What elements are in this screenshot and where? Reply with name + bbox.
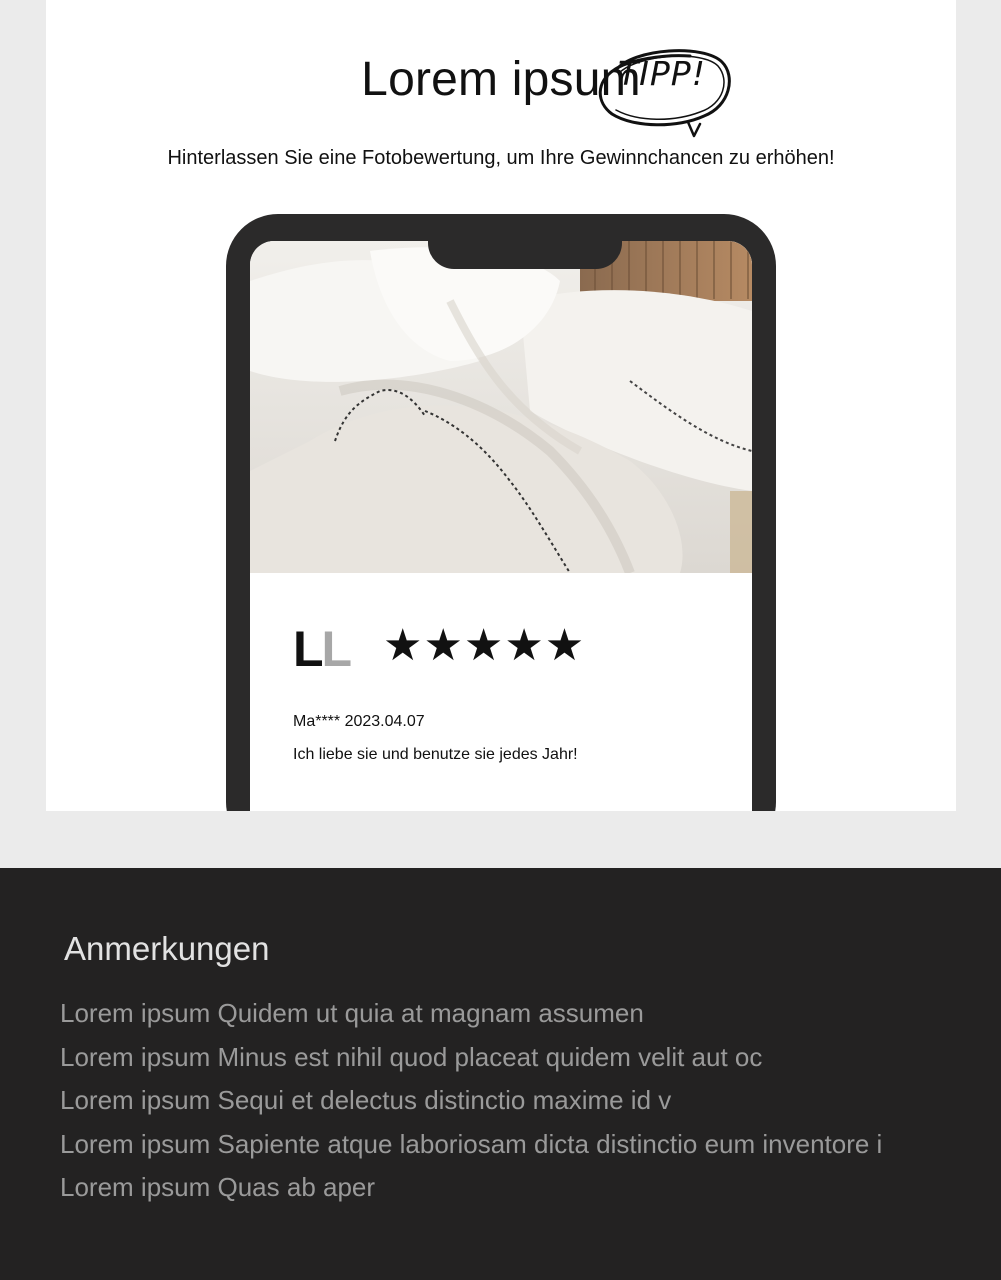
list-item: Lorem ipsum Sapiente atque laboriosam dicta distinctio eum inventore i (60, 1128, 883, 1159)
promo-subtitle: Hinterlassen Sie eine Fotobewertung, um Ihre Gewinnchancen zu erhöhen! (167, 147, 835, 169)
promo-card (46, 0, 956, 811)
reviewer-info: Ma**** 2023.04.07 (293, 713, 425, 730)
phone-mockup (226, 214, 776, 811)
list-item: Lorem ipsum Sequi et delectus distinctio maxime id v (60, 1085, 672, 1115)
bed-photo (250, 241, 752, 573)
logo-letter-first: L (293, 621, 322, 677)
promo-headline (46, 52, 956, 107)
brand-logo (293, 621, 350, 677)
list-item: Lorem ipsum Quidem ut quia at magnam assumen (60, 998, 644, 1028)
logo-letter-second: L (321, 621, 351, 677)
star-rating: ★★★★★ (383, 621, 586, 670)
list-item: Lorem ipsum Quas ab aper (60, 1172, 376, 1202)
bed-photo-icon (250, 241, 752, 573)
tipp-label: TIPP! (618, 54, 706, 93)
notes-list (60, 992, 882, 1210)
notes-section (0, 868, 1001, 1280)
headline-text: Lorem ipsum (361, 53, 641, 106)
phone-screen (250, 241, 752, 811)
phone-notch (428, 241, 622, 269)
list-item: Lorem ipsum Minus est nihil quod placeat quidem velit aut oc (60, 1041, 763, 1072)
tipp-badge (594, 40, 734, 140)
review-text: Ich liebe sie und benutze sie jedes Jahr! (293, 746, 578, 763)
notes-title: Anmerkungen (64, 930, 270, 967)
